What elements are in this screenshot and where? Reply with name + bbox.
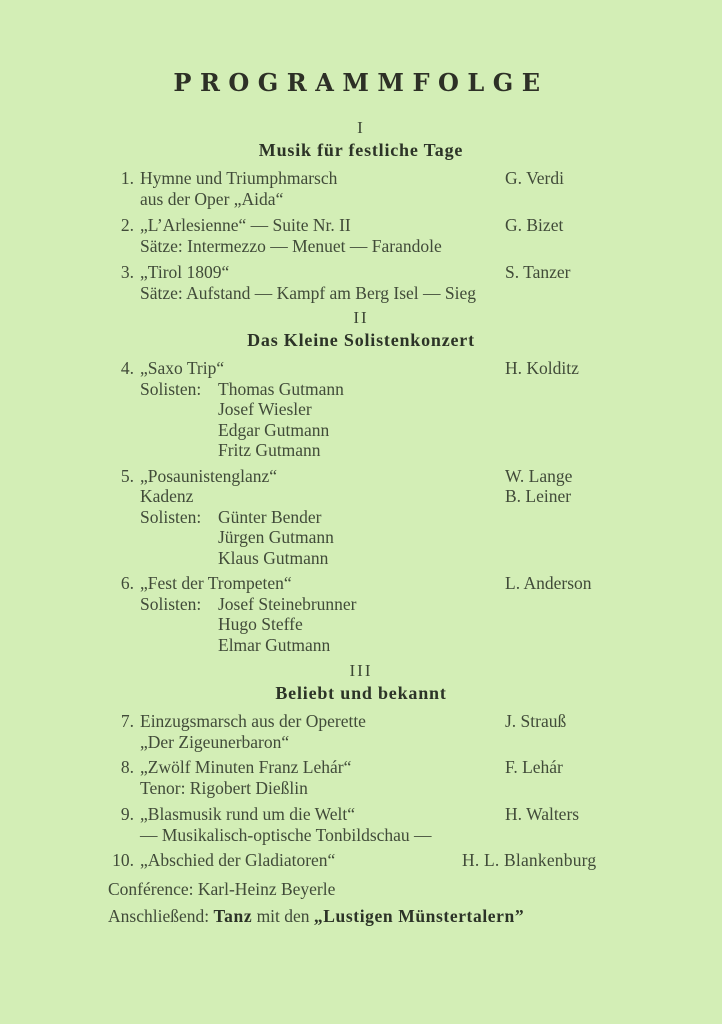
section-numeral-2: II xyxy=(353,308,369,327)
item-number: 4. xyxy=(120,358,134,378)
composer-name: H. L. Blankenburg xyxy=(462,850,597,870)
composer-name: B. Leiner xyxy=(505,486,572,506)
program-item-9 xyxy=(102,804,662,845)
composer-name: G. Verdi xyxy=(505,168,564,188)
item-subtitle: Tenor: Rigobert Dießlin xyxy=(140,777,308,798)
item-title: „Posaunistenglanz“ xyxy=(140,465,278,486)
composer-name: H. Walters xyxy=(505,804,580,824)
item-title: „Abschied der Gladiatoren“ xyxy=(140,850,336,870)
section-numeral-1: I xyxy=(357,118,365,137)
program-item-7 xyxy=(102,711,662,752)
item-number: 7. xyxy=(120,711,134,731)
composer-name: G. Bizet xyxy=(505,215,564,235)
section-heading-1: Musik für festliche Tage xyxy=(258,140,464,160)
conference-line: Conférence: Karl-Heinz Beyerle xyxy=(108,878,336,899)
soloists-label: Solisten: xyxy=(140,506,202,527)
soloist-name: Thomas Gutmann xyxy=(218,378,344,399)
item-number: 1. xyxy=(120,168,134,188)
program-item-5 xyxy=(102,466,662,569)
page-title: PROGRAMMFOLGE xyxy=(173,68,549,97)
closing-bold-band-name: „Lustigen Münstertalern” xyxy=(313,906,525,926)
program-item-8 xyxy=(102,757,662,798)
composer-name: S. Tanzer xyxy=(505,262,571,282)
section-heading-3: Beliebt und bekannt xyxy=(275,683,447,703)
composer-name: F. Lehár xyxy=(505,757,563,777)
item-number: 5. xyxy=(120,465,134,486)
item-title: Einzugsmarsch aus der Operette xyxy=(140,711,366,731)
program-item-1 xyxy=(102,168,662,209)
program-item-3 xyxy=(102,262,662,303)
item-subtitle: aus der Oper „Aida“ xyxy=(140,188,284,209)
item-title: „Fest der Trompeten“ xyxy=(140,573,292,593)
item-number: 9. xyxy=(120,804,134,824)
program-item-2 xyxy=(102,215,662,256)
section-numeral-3: III xyxy=(349,661,373,680)
soloists-line xyxy=(140,379,662,400)
composer-name: J. Strauß xyxy=(505,711,567,731)
soloist-name: Edgar Gutmann xyxy=(218,419,330,440)
composer-name: W. Lange xyxy=(505,465,573,486)
soloist-name: Fritz Gutmann xyxy=(218,440,321,460)
program-item-6 xyxy=(102,573,662,655)
item-subtitle: — Musikalisch-optische Tonbildschau — xyxy=(140,824,432,845)
item-number: 3. xyxy=(120,262,134,282)
item-title: Hymne und Triumphmarsch xyxy=(140,168,338,188)
item-title: „Tirol 1809“ xyxy=(140,262,230,282)
item-number: 10. xyxy=(112,850,134,870)
soloist-name: Jürgen Gutmann xyxy=(218,527,334,547)
item-subtitle: „Der Zigeunerbaron“ xyxy=(140,731,290,752)
program-item-10 xyxy=(102,850,662,871)
item-title: „L’Arlesienne“ — Suite Nr. II xyxy=(140,215,351,235)
soloist-name: Günter Bender xyxy=(218,506,322,527)
soloists-label: Solisten: xyxy=(140,378,202,399)
soloists-line xyxy=(140,507,662,528)
closing-middle: mit den xyxy=(252,906,314,926)
composer-name: L. Anderson xyxy=(505,573,592,593)
item-subtitle: Kadenz xyxy=(140,486,194,506)
item-number: 2. xyxy=(120,215,134,235)
section-heading-2: Das Kleine Solistenkonzert xyxy=(247,330,475,350)
soloist-name: Josef Steinebrunner xyxy=(218,593,357,614)
item-number: 8. xyxy=(120,757,134,777)
closing-bold-tanz: Tanz xyxy=(213,906,253,926)
soloist-name: Hugo Steffe xyxy=(218,614,303,634)
soloist-name: Josef Wiesler xyxy=(218,399,312,419)
item-title: „Saxo Trip“ xyxy=(140,358,225,378)
item-title: „Blasmusik rund um die Welt“ xyxy=(140,804,356,824)
item-title: „Zwölf Minuten Franz Lehár“ xyxy=(140,757,352,777)
closing-line xyxy=(108,906,722,927)
soloists-label: Solisten: xyxy=(140,593,202,614)
program-list xyxy=(102,168,662,871)
composer-name: H. Kolditz xyxy=(505,358,579,378)
item-subtitle: Sätze: Intermezzo — Menuet — Farandole xyxy=(140,235,442,256)
item-subtitle: Sätze: Aufstand — Kampf am Berg Isel — Sieg xyxy=(140,282,477,303)
soloists-line xyxy=(140,594,662,615)
soloist-name: Klaus Gutmann xyxy=(218,547,329,568)
item-number: 6. xyxy=(120,573,134,593)
soloist-name: Elmar Gutmann xyxy=(218,634,331,655)
program-item-4 xyxy=(102,358,662,461)
closing-prefix: Anschließend: xyxy=(108,906,214,926)
program-footer xyxy=(108,879,722,927)
